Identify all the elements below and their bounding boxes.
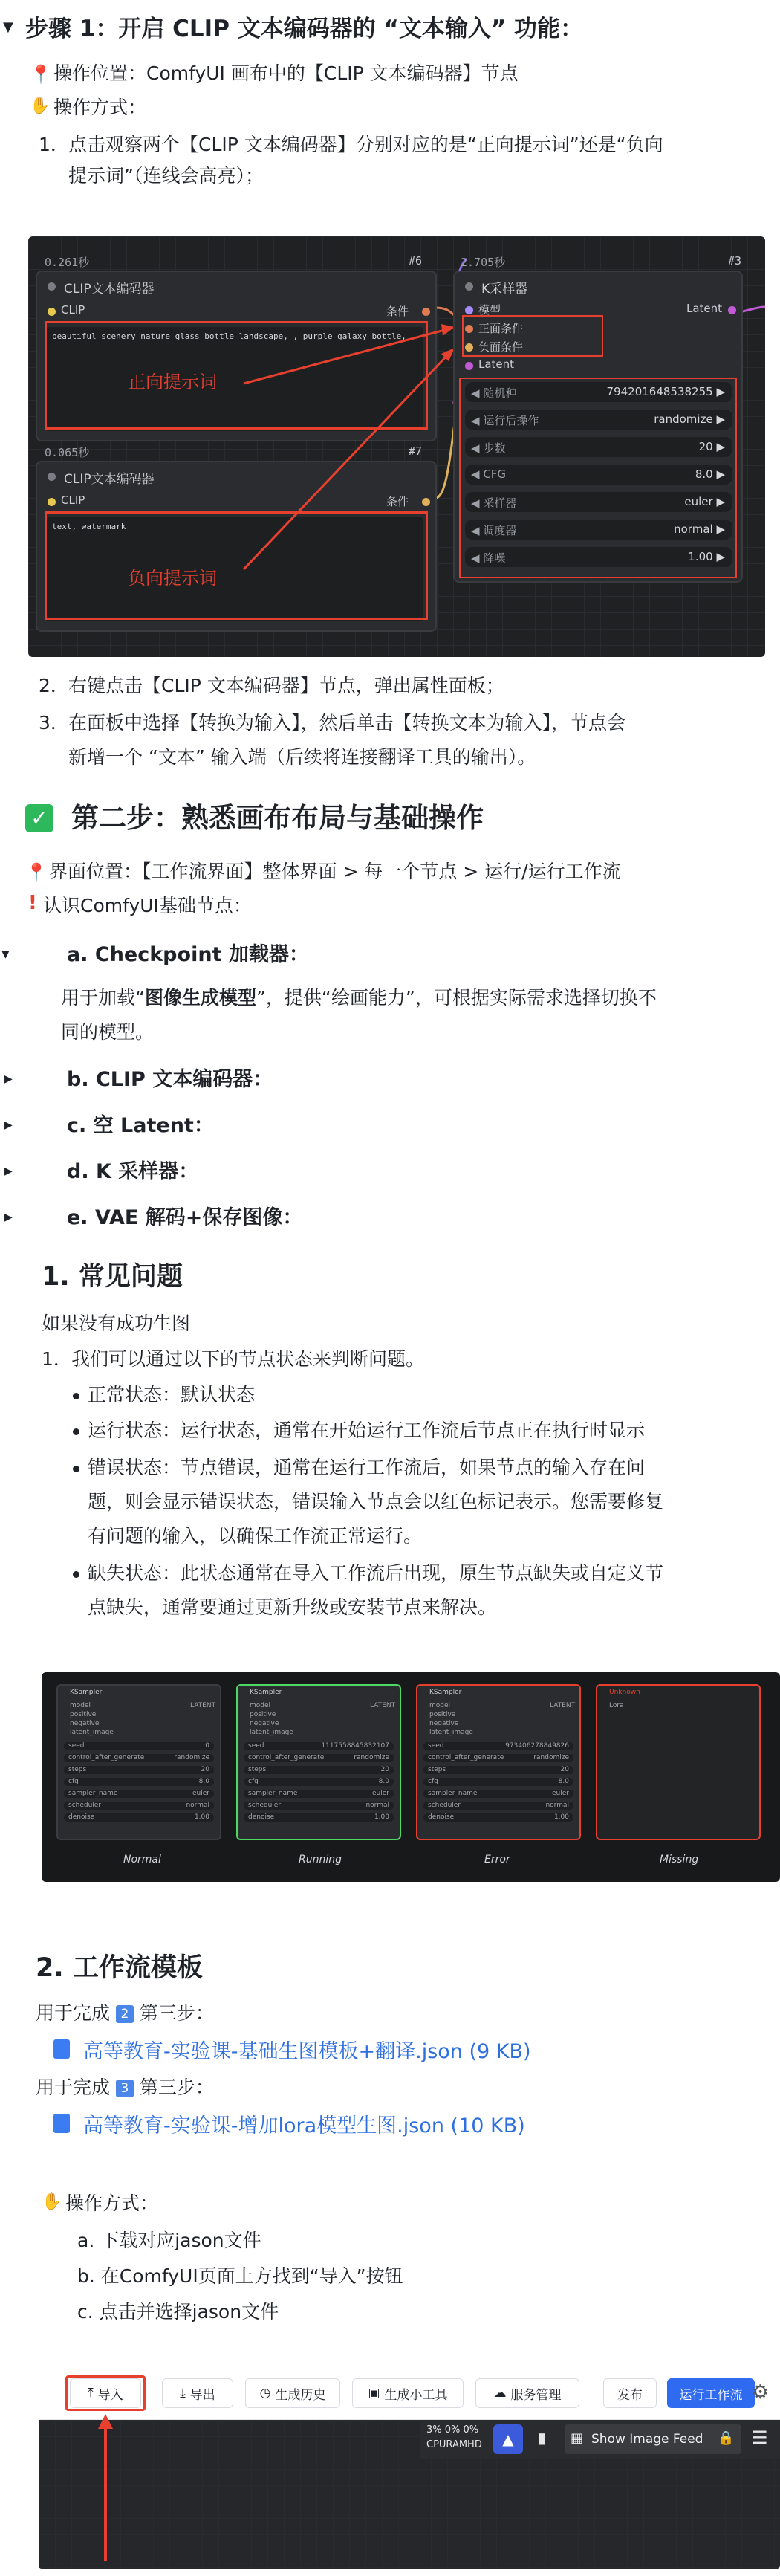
mini-widget-label: scheduler <box>68 1802 102 1809</box>
ksampler-id: #3 <box>728 254 742 268</box>
file2-name[interactable]: 高等教育-实验课-增加lora模型生图.json <box>83 2114 444 2138</box>
ksampler-input-negative: 负面条件 <box>478 340 524 354</box>
mini-widget-label: sampler_name <box>428 1790 478 1797</box>
clip2-time: 0.065秒 <box>45 446 90 459</box>
mini-title: KSampler <box>70 1689 103 1696</box>
clip1-text: beautiful scenery nature glass bottle landscape, , purple galaxy bottle, <box>52 331 406 341</box>
template-line1 <box>36 1999 214 2028</box>
widget-label: 步数 <box>483 441 506 455</box>
mini-widget-label: seed <box>248 1742 264 1750</box>
widget-control-after-generate[interactable]: ◀ 运行后操作 randomize ▶ <box>465 410 732 430</box>
mini-widget-label: control_after_generate <box>428 1754 504 1761</box>
list-item-cont: 新增一个 “文本” 输入端（后续将连接翻译工具的输出）。 <box>68 746 536 768</box>
mini-widget <box>64 1778 214 1786</box>
import-label: 导入 <box>97 2387 123 2403</box>
mini-input: positive <box>250 1711 276 1718</box>
list-item: 点击观察两个【CLIP 文本编码器】分别对应的是“正向提示词”还是“负向 <box>68 134 663 155</box>
mini-widget-value: randomize <box>354 1754 389 1761</box>
mini-widget-value: 973406278849826 <box>505 1742 569 1750</box>
toggle-closed-icon[interactable]: ▶ <box>4 1119 13 1131</box>
widget-label: 调度器 <box>483 524 517 537</box>
faq-bullet-normal: 正常状态：默认状态 <box>88 1384 256 1405</box>
ksampler-title: K采样器 <box>481 282 528 297</box>
widget-value: 20 <box>698 440 713 453</box>
mini-widget-label: sampler_name <box>248 1790 298 1797</box>
list-num: 3． <box>39 712 69 734</box>
mini-widget-label: seed <box>68 1742 85 1750</box>
file1-size: (9 KB) <box>469 2040 531 2063</box>
node-b-title[interactable]: b. CLIP 文本编码器： <box>67 1068 273 1091</box>
feed-icon: ▦ <box>571 2430 584 2446</box>
template-line1-pre: 用于完成 <box>36 2002 111 2024</box>
mini-widget-value: euler <box>552 1790 569 1797</box>
ksampler-output-label: Latent <box>686 302 723 315</box>
mini-widget-value: euler <box>192 1790 209 1797</box>
stats-bottom: CPURAMHD <box>426 2439 482 2450</box>
file2-link[interactable] <box>83 2109 525 2138</box>
faq-item1: 我们可以通过以下的节点状态来判断问题。 <box>71 1348 425 1370</box>
mini-input: latent_image <box>70 1729 114 1736</box>
comfy-canvas-screenshot <box>28 236 765 657</box>
step2-heading: 第二步：熟悉画布布局与基础操作 <box>71 802 484 834</box>
mini-widget-value: 20 <box>380 1766 389 1773</box>
clip2-input-label: CLIP <box>61 493 85 507</box>
state-label-error: Error <box>484 1854 510 1865</box>
state-label-normal: Normal <box>123 1854 161 1865</box>
state-error-node <box>416 1684 581 1840</box>
mini-widget <box>244 1802 394 1810</box>
widget-denoise[interactable]: ◀ 降噪 1.00 ▶ <box>465 547 732 567</box>
mini-widget <box>64 1790 214 1798</box>
widget-value: 1.00 <box>688 550 713 563</box>
templates-heading: 2. 工作流模板 <box>36 1953 203 1983</box>
node-a-desc <box>61 984 657 1012</box>
mini-input: latent_image <box>250 1729 293 1736</box>
faq-bullet-running: 运行状态：运行状态，通常在开始运行工作流后节点正在执行时显示 <box>88 1420 646 1441</box>
publish-button[interactable] <box>603 2378 657 2408</box>
mini-widget-value: normal <box>365 1802 389 1809</box>
pin-icon: 📍 <box>25 862 48 883</box>
clock-icon: ◷ <box>259 2386 271 2401</box>
service-button[interactable] <box>475 2378 579 2408</box>
tools-label: 生成小工具 <box>384 2387 448 2403</box>
ksampler-input-model: 模型 <box>478 303 501 317</box>
mini-widget-label: seed <box>428 1742 444 1750</box>
mini-widget <box>64 1742 214 1750</box>
bullet-dot <box>73 1466 79 1472</box>
toggle-closed-icon[interactable]: ▶ <box>4 1073 13 1085</box>
mini-widget-value: 8.0 <box>198 1778 209 1785</box>
clip2-id: #7 <box>409 444 423 458</box>
toolbar-screenshot <box>39 2368 780 2569</box>
step1-location: 操作位置：ComfyUI 画布中的【CLIP 文本编码器】节点 <box>53 62 519 84</box>
mini-widget-value: 20 <box>560 1766 569 1773</box>
faq-bullet-error: 错误状态：节点错误，通常在运行工作流后，如果节点的输入存在问 <box>88 1457 646 1478</box>
widget-seed[interactable]: ◀ 随机种 794201648538255 ▶ <box>465 382 732 402</box>
list-item-cont: 提示词”（连线会高亮）； <box>68 165 264 187</box>
mini-input: latent_image <box>429 1729 473 1736</box>
cloud-icon: ☁ <box>493 2386 507 2401</box>
bullet-dot <box>73 1571 79 1578</box>
mini-widget-label: control_after_generate <box>68 1754 145 1761</box>
clip1-time: 0.261秒 <box>45 256 90 269</box>
faq-bullet-missing: 缺失状态：此状态通常在导入工作流后出现，原生节点缺失或自定义节 <box>88 1562 664 1584</box>
mini-widget-label: scheduler <box>248 1802 282 1809</box>
templates-step-a: a. 下载对应jason文件 <box>77 2230 261 2251</box>
mini-title: KSampler <box>429 1689 462 1696</box>
mini-widget <box>244 1778 394 1786</box>
mini-widget-value: 1117558845832107 <box>321 1742 389 1750</box>
mini-input: negative <box>250 1720 279 1727</box>
service-label: 服务管理 <box>510 2387 562 2403</box>
step1-heading: 步骤 1：开启 CLIP 文本编码器的 “文本输入” 功能： <box>25 16 584 42</box>
widget-value: euler <box>684 495 713 508</box>
state-missing-node <box>596 1684 761 1840</box>
mini-widget <box>423 1766 573 1774</box>
mini-title: Unknown <box>609 1689 640 1696</box>
widget-label: CFG <box>483 467 507 481</box>
mini-widget-value: 1.00 <box>553 1813 569 1821</box>
bullet-dot <box>73 1428 79 1435</box>
ksampler-input-latent: Latent <box>478 357 515 371</box>
faq-bullet-error-2: 题，则会显示错误状态，错误输入节点会以红色标记表示。您需要修复 <box>88 1491 664 1512</box>
node-a-desc-post: ”，提供“绘画能力”，可根据实际需求选择切换不 <box>256 987 657 1009</box>
state-normal-node <box>56 1684 221 1840</box>
toggle-closed-icon[interactable]: ▶ <box>4 1211 13 1223</box>
mini-widget-label: scheduler <box>428 1802 461 1809</box>
widget-steps[interactable]: ◀ 步数 20 ▶ <box>465 437 732 457</box>
state-label-missing: Missing <box>660 1854 699 1865</box>
mini-widget-value: 0 <box>205 1742 209 1750</box>
widget-label: 随机种 <box>483 386 517 400</box>
node-a-desc-pre: 用于加载“ <box>61 987 145 1009</box>
mini-input: positive <box>429 1711 456 1718</box>
faq-bullet-missing-2: 点缺失，通常要通过更新升级或安装节点来解决。 <box>88 1596 497 1618</box>
history-label: 生成历史 <box>275 2387 326 2403</box>
widget-label: 降噪 <box>483 551 506 565</box>
settings-icon[interactable]: ⚙ <box>752 2381 770 2404</box>
mini-widget-value: 8.0 <box>558 1778 569 1785</box>
widget-label: 运行后操作 <box>483 414 539 427</box>
annotation-arrow-up <box>83 2412 128 2569</box>
bookmark-icon[interactable]: ▮ <box>538 2429 547 2447</box>
step1-method: 操作方式： <box>53 97 147 118</box>
node-c-title[interactable]: c. 空 Latent： <box>67 1114 214 1137</box>
node-states-screenshot <box>42 1672 780 1882</box>
mini-widget-value: euler <box>372 1790 389 1797</box>
image-feed-toggle[interactable] <box>565 2424 741 2454</box>
widget-value: normal <box>674 522 713 536</box>
mini-widget <box>244 1742 394 1750</box>
step2-know: 认识ComfyUI基础节点： <box>43 895 252 916</box>
clip1-title: CLIP文本编码器 <box>64 282 155 297</box>
mini-widget <box>244 1813 394 1822</box>
mini-widget-value: 8.0 <box>378 1778 389 1785</box>
mini-widget <box>423 1742 573 1750</box>
hand-icon: ✋ <box>42 2192 62 2211</box>
bullet-dot <box>73 1393 79 1399</box>
node-a-desc-bold: 图像生成模型 <box>144 987 256 1009</box>
toggle-closed-icon[interactable]: ▶ <box>4 1165 13 1177</box>
mini-output: LATENT <box>550 1702 576 1709</box>
number-badge: 2 <box>116 2005 134 2023</box>
file-icon <box>53 2039 70 2059</box>
list-num: 1． <box>42 1348 72 1370</box>
widget-label: 采样器 <box>483 496 517 510</box>
list-item: 右键点击【CLIP 文本编码器】节点，弹出属性面板； <box>68 675 504 696</box>
ksampler-time: 2.705秒 <box>461 256 506 269</box>
mini-widget-value: randomize <box>533 1754 569 1761</box>
publish-label: 发布 <box>617 2387 643 2403</box>
faq-heading: 1. 常见问题 <box>42 1262 183 1292</box>
templates-method: 操作方式： <box>65 2192 159 2214</box>
mini-widget <box>423 1778 573 1786</box>
node-a-title[interactable]: a. Checkpoint 加载器： <box>67 943 309 966</box>
import-highlight <box>65 2375 146 2411</box>
ksampler-inputs-highlight <box>462 315 603 357</box>
file1-name[interactable]: 高等教育-实验课-基础生图模板+翻译.json <box>83 2040 463 2063</box>
mini-input: model <box>250 1702 271 1709</box>
mini-widget-value: 20 <box>201 1766 209 1773</box>
mini-widget-label: sampler_name <box>68 1790 118 1797</box>
clip2-output-label: 条件 <box>386 495 409 508</box>
state-label-running: Running <box>299 1854 342 1865</box>
feed-label: Show Image Feed <box>591 2432 703 2447</box>
download-icon: ⤓ <box>180 2386 186 2401</box>
mini-widget <box>244 1766 394 1774</box>
widget-value: 794201648538255 <box>606 385 713 398</box>
collapse-caret-icon[interactable]: ▼ <box>3 19 13 35</box>
pin-icon: 📍 <box>30 64 52 85</box>
state-running-node <box>236 1684 401 1840</box>
widget-sampler[interactable]: ◀ 采样器 euler ▶ <box>465 492 732 512</box>
mini-input: negative <box>429 1720 459 1727</box>
mini-widget-label: control_after_generate <box>248 1754 325 1761</box>
faq-intro: 如果没有成功生图 <box>42 1313 191 1334</box>
negative-prompt-annotation: 负向提示词 <box>128 568 217 589</box>
mini-widget <box>244 1754 394 1762</box>
mini-widget-value: normal <box>186 1802 209 1809</box>
step2-location: 界面位置：【工作流界面】整体界面 > 每一个节点 > 运行/运行工作流 <box>49 861 621 882</box>
list-num: 2． <box>39 675 69 696</box>
upload-icon: ⤒ <box>88 2386 94 2401</box>
clip2-title: CLIP文本编码器 <box>64 472 155 487</box>
mini-widget-label: steps <box>428 1766 446 1773</box>
missing-sub: Lora <box>609 1702 624 1709</box>
history-button[interactable] <box>245 2378 340 2408</box>
file-icon <box>53 2114 70 2133</box>
exclamation-icon: ! <box>28 892 37 914</box>
hand-icon: ✋ <box>30 97 51 115</box>
template-line2-pre: 用于完成 <box>36 2077 111 2098</box>
template-line1-post: 第三步： <box>139 2002 214 2024</box>
mini-widget-value: 1.00 <box>374 1813 389 1821</box>
mini-widget-label: cfg <box>248 1778 259 1785</box>
widget-value: 8.0 <box>695 467 713 481</box>
mini-widget-label: cfg <box>68 1778 79 1785</box>
templates-step-b: b. 在ComfyUI页面上方找到“导入”按钮 <box>77 2265 403 2287</box>
mini-output: LATENT <box>190 1702 216 1709</box>
number-badge: 3 <box>116 2080 134 2097</box>
comfy-logo-icon[interactable]: ▲ <box>493 2424 523 2454</box>
node-a-desc-line2: 同的模型。 <box>61 1021 155 1043</box>
run-workflow-button[interactable] <box>667 2378 755 2408</box>
mini-input: negative <box>70 1720 100 1727</box>
ksampler-output-socket[interactable] <box>728 306 736 314</box>
mini-widget-value: normal <box>545 1802 569 1809</box>
mini-input: positive <box>70 1711 97 1718</box>
export-label: 导出 <box>189 2387 215 2403</box>
mini-widget-label: denoise <box>68 1813 95 1821</box>
template-line2-post: 第三步： <box>139 2077 214 2098</box>
mini-widget <box>64 1766 214 1774</box>
mini-output: LATENT <box>370 1702 396 1709</box>
template-line2 <box>36 2074 214 2102</box>
mini-widget-label: steps <box>68 1766 87 1773</box>
file1-link[interactable] <box>83 2035 531 2064</box>
toggle-open-icon[interactable]: ▼ <box>1 948 10 960</box>
faq-bullet-error-3: 有问题的输入，以确保工作流正常运行。 <box>88 1525 423 1547</box>
lock-icon: 🔒 <box>718 2430 735 2446</box>
mini-widget <box>423 1802 573 1810</box>
mini-widget <box>244 1790 394 1798</box>
mini-widget <box>423 1813 573 1822</box>
node-d-title[interactable]: d. K 采样器： <box>67 1160 199 1183</box>
run-label: 运行工作流 <box>679 2387 743 2403</box>
mini-widget <box>423 1754 573 1762</box>
mini-widget-label: denoise <box>428 1813 455 1821</box>
ksampler-model-socket[interactable] <box>465 306 473 314</box>
clip2-text: text, watermark <box>52 522 126 531</box>
mini-widget-value: 1.00 <box>194 1813 209 1821</box>
clip1-input-label: CLIP <box>61 303 85 317</box>
mini-widget <box>64 1754 214 1762</box>
widget-cfg[interactable]: ◀ CFG 8.0 ▶ <box>465 465 732 485</box>
node-e-title[interactable]: e. VAE 解码+保存图像： <box>67 1206 303 1229</box>
tools-button[interactable] <box>352 2378 464 2408</box>
clip1-output-label: 条件 <box>386 305 409 318</box>
mini-widget-label: steps <box>248 1766 267 1773</box>
stats-top: 3% 0% 0% <box>426 2424 479 2436</box>
clip1-id: #6 <box>409 254 423 268</box>
mini-input: model <box>70 1702 91 1709</box>
list-item: 在面板中选择【转换为输入】，然后单击【转换文本为输入】，节点会 <box>68 712 626 734</box>
ksampler-latent-socket[interactable] <box>465 362 473 370</box>
mini-widget <box>64 1802 214 1810</box>
mini-input: model <box>429 1702 451 1709</box>
mini-widget-label: cfg <box>428 1778 438 1785</box>
mini-title: KSampler <box>250 1689 282 1696</box>
node-collapse-dot[interactable] <box>465 282 473 291</box>
mini-widget-value: randomize <box>174 1754 209 1761</box>
templates-step-c: c. 点击并选择jason文件 <box>77 2301 279 2323</box>
list-num: 1． <box>39 134 69 155</box>
file2-size: (10 KB) <box>450 2114 525 2138</box>
ksampler-node[interactable] <box>453 271 743 583</box>
positive-prompt-annotation: 正向提示词 <box>128 372 217 392</box>
export-button[interactable] <box>162 2378 233 2408</box>
widget-value: randomize <box>654 412 713 426</box>
mini-widget-label: denoise <box>248 1813 275 1821</box>
hamburger-icon[interactable]: ☰ <box>752 2427 768 2448</box>
tools-icon: ▣ <box>368 2386 380 2401</box>
widget-scheduler[interactable]: ◀ 调度器 normal ▶ <box>465 520 732 540</box>
check-icon: ✓ <box>25 804 53 832</box>
ksampler-input-positive: 正面条件 <box>478 322 524 335</box>
mini-widget <box>423 1790 573 1798</box>
mini-widget <box>64 1813 214 1822</box>
